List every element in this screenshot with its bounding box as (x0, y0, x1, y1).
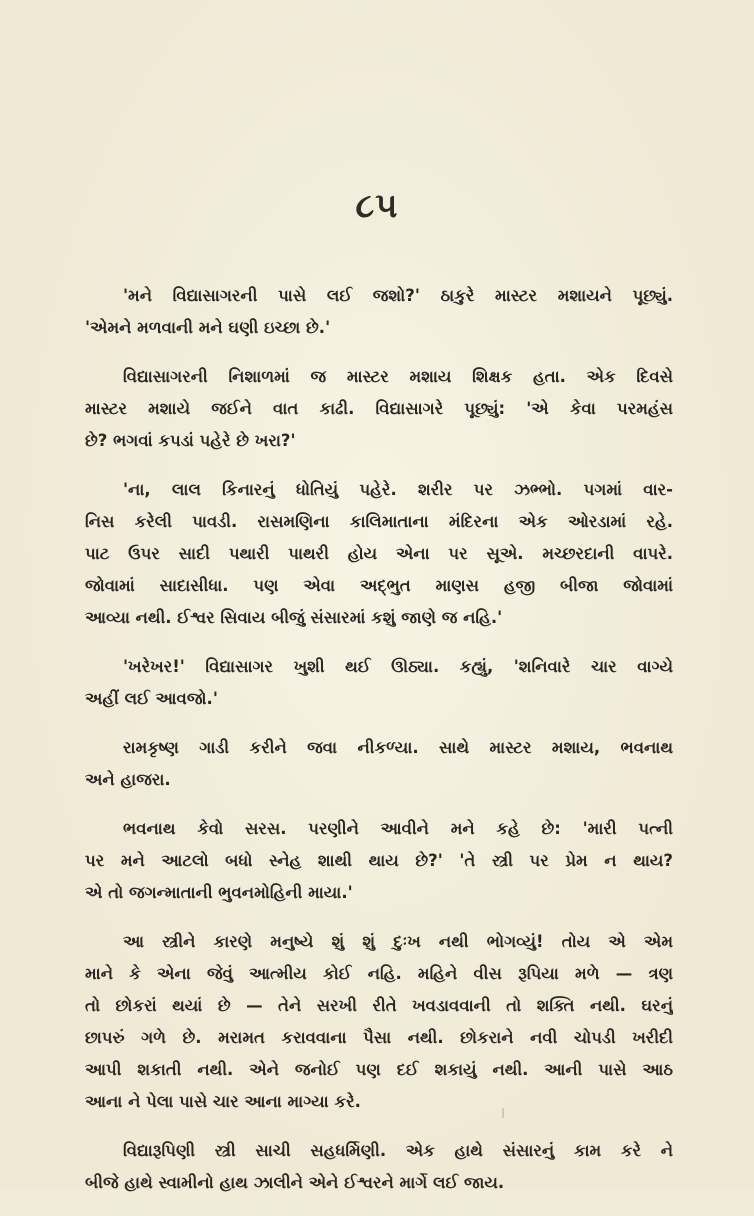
text-line: 'ખરેખર!' વિદ્યાસાગર ખુશી થઈ ઊઠ્યા. કહ્યું, 'શનિવારે ચાર વાગ્યે (123, 657, 673, 676)
page-number: ૮૫ (355, 186, 399, 226)
text-line: ભવનાથ કેવો સરસ. પરણીને આવીને મને કહે છે: 'મારી પત્ની (123, 819, 673, 838)
text-line: 'મને વિદ્યાસાગરની પાસે લઈ જશો?' ઠાકુરે માસ્ટર મશાયને પૂછ્યું. (123, 286, 673, 305)
text-line: જોવામાં સાદાસીધા. પણ એવા અદ્ભુત માણસ હજી બીજા જોવામાં (85, 576, 673, 595)
text-line: આ સ્ત્રીને કારણે મનુષ્યે શું શું દુઃખ નથી ભોગવ્યું! તોય એ એમ (123, 932, 673, 951)
text-line: છાપરું ગળે છે. મરામત કરાવવાના પૈસા નથી. છોકરાને નવી ચોપડી ખરીદી (85, 1028, 673, 1047)
text-line: બીજે હાથે સ્વામીનો હાથ ઝાલીને એને ઈશ્વરને માર્ગે લઈ જાય. (85, 1173, 505, 1192)
text-line: તો છોકરાં થયાં છે — તેને સરખી રીતે ખવડાવવાની તો શક્તિ નથી. ઘરનું (85, 996, 673, 1015)
text-line: એ તો જગન્માતાની ભુવનમોહિની માયા.' (85, 883, 353, 902)
paragraph-4 (85, 651, 673, 715)
text-line: અને હાજરા. (85, 770, 171, 789)
text-line: માને કે એના જેવું આત્મીય કોઈ નહિ. મહિને વીસ રૂપિયા મળે — ત્રણ (85, 964, 673, 983)
paragraph-6 (85, 813, 673, 909)
paragraph-8 (85, 1135, 673, 1199)
text-line: અહીં લઈ આવજો.' (85, 689, 218, 708)
text-line: 'ના, લાલ કિનારનું ધોતિયું પહેરે. શરીર પર ઝભ્ભો. પગમાં વાર- (123, 480, 673, 499)
paragraph-5 (85, 732, 673, 796)
paragraph-3 (85, 474, 673, 634)
text-line: માસ્ટર મશાયે જઈને વાત કાઢી. વિદ્યાસાગરે પૂછ્યું: 'એ કેવા પરમહંસ (85, 399, 673, 418)
text-line: પાટ ઉપર સાદી પથારી પાથરી હોય એના પર સૂએ. મચ્છરદાની વાપરે. (85, 544, 673, 563)
paragraph-2 (85, 361, 673, 457)
text-line: આના ને પેલા પાસે ચાર આના માગ્યા કરે. (85, 1092, 361, 1111)
paragraph-7 (85, 926, 673, 1118)
text-line: વિદ્યાસાગરની નિશાળમાં જ માસ્ટર મશાય શિક્ષક હતા. એક દિવસે (123, 367, 673, 386)
page-body-text (85, 280, 673, 1216)
text-line: વિદ્યારૂપિણી સ્ત્રી સાચી સહધર્મિણી. એક હાથે સંસારનું કામ કરે ને (123, 1141, 673, 1160)
text-line: રામકૃષ્ણ ગાડી કરીને જવા નીકળ્યા. સાથે માસ્ટર મશાય, ભવનાથ (123, 738, 673, 757)
text-line: 'એમને મળવાની મને ઘણી ઇચ્છા છે.' (85, 318, 331, 337)
paper-speck (502, 1108, 504, 1118)
text-line: આવ્યા નથી. ઈશ્વર સિવાય બીજું સંસારમાં કશું જાણે જ નહિ.' (85, 608, 503, 627)
paragraph-1 (85, 280, 673, 344)
text-line: આપી શકાતી નથી. એને જનોઈ પણ દઈ શકાયું નથી. આની પાસે આઠ (85, 1060, 673, 1079)
text-line: છે? ભગવાં કપડાં પહેરે છે ખરા?' (85, 431, 296, 450)
text-line: નિસ કરેલી પાવડી. રાસમણિના કાલિમાતાના મંદિરના એક ઓરડામાં રહે. (85, 512, 673, 531)
text-line: પર મને આટલો બધો સ્નેહ શાથી થાય છે?' 'તે સ્ત્રી પર પ્રેમ ન થાય? (85, 851, 673, 870)
